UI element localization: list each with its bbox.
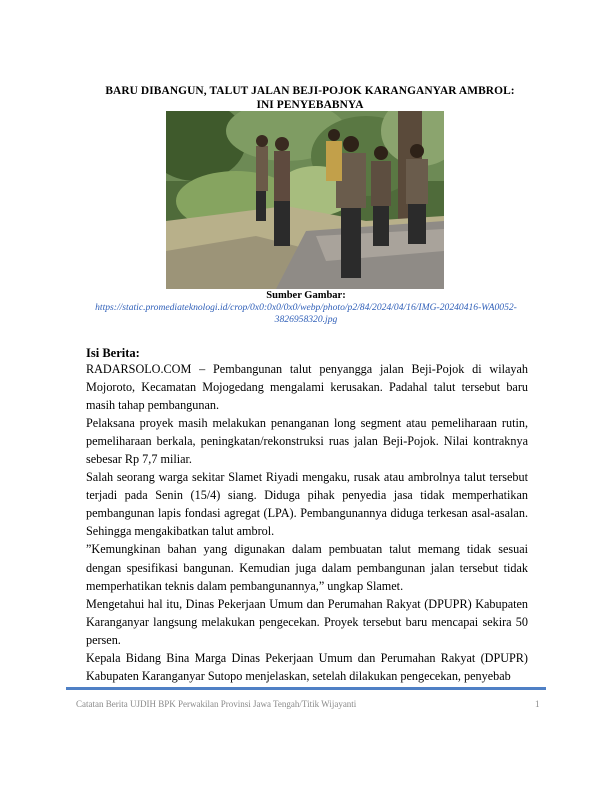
article-photo [166,111,444,289]
article-title [70,85,550,112]
footer-text: Catatan Berita UJDIH BPK Perwakilan Provinsi Jawa Tengah/Titik Wijayanti [76,699,357,709]
section-heading: Isi Berita: [86,346,140,360]
image-source-url-line-2: 3826958320.jpg [274,314,338,325]
image-source-label: Sumber Gambar: [266,290,346,301]
body-paragraph: Mengetahui hal itu, Dinas Pekerjaan Umum dan Perumahan Rakyat (DPUPR) Kabupaten Karanganyar langsung melakukan pengecekan. Proyek tersebut baru mencapai sekira 50 persen. [86,596,528,647]
body-paragraph: Pelaksana proyek masih melakukan penanganan long segment atau pemeliharaan rutin, pemeliharaan berkala, peningkatan/rekonstruksi ruas jalan Beji-Pojok. Nilai kontraknya sebesar Rp 7,7 miliar. [86,416,528,467]
image-source-url-line-1: https://static.promediateknologi.id/crop/0x0:0x0/0x0/webp/photo/p2/84/2024/04/16/IMG-20240416-WA0052- [95,302,517,313]
body-paragraph: Kepala Bidang Bina Marga Dinas Pekerjaan Umum dan Perumahan Rakyat (DPUPR) Kabupaten Karanganyar Sutopo menjelaskan, setelah dilakukan pengecekan, penyebab [86,650,528,683]
article-title-line-1: BARU DIBANGUN, TALUT JALAN BEJI-POJOK KARANGANYAR AMBROL: [105,85,515,97]
footer-divider [66,687,546,690]
article-body [86,360,528,685]
article-title-line-2: INI PENYEBABNYA [256,98,364,111]
page-number: 1 [535,699,540,709]
body-paragraph: ”Kemungkinan bahan yang digunakan dalam pembuatan talut memang tidak sesuai dengan spesifikasi bangunan. Kemudian juga dalam pembangunan jalan tersebut tidak memperhatikan teknis dalam pembangunannya,” ungkap Slamet. [86,542,528,593]
body-paragraph: RADARSOLO.COM – Pembangunan talut penyangga jalan Beji-Pojok di wilayah Mojoroto, Kecamatan Mojogedang mengalami kerusakan. Padahal talut tersebut baru masih tahap pembangunan. [86,362,528,413]
image-source-url[interactable] [80,302,532,326]
body-paragraph: Salah seorang warga sekitar Slamet Riyadi mengaku, rusak atau ambrolnya talut tersebut terjadi pada Senin (15/4) siang. Diduga pihak penyedia jasa tidak memperhatikan pembangunan lapis fondasi agregat (LPA). Pembangunannya diduga terkesan asal-asalan. Sehingga mengakibatkan talut ambrol. [86,470,528,539]
